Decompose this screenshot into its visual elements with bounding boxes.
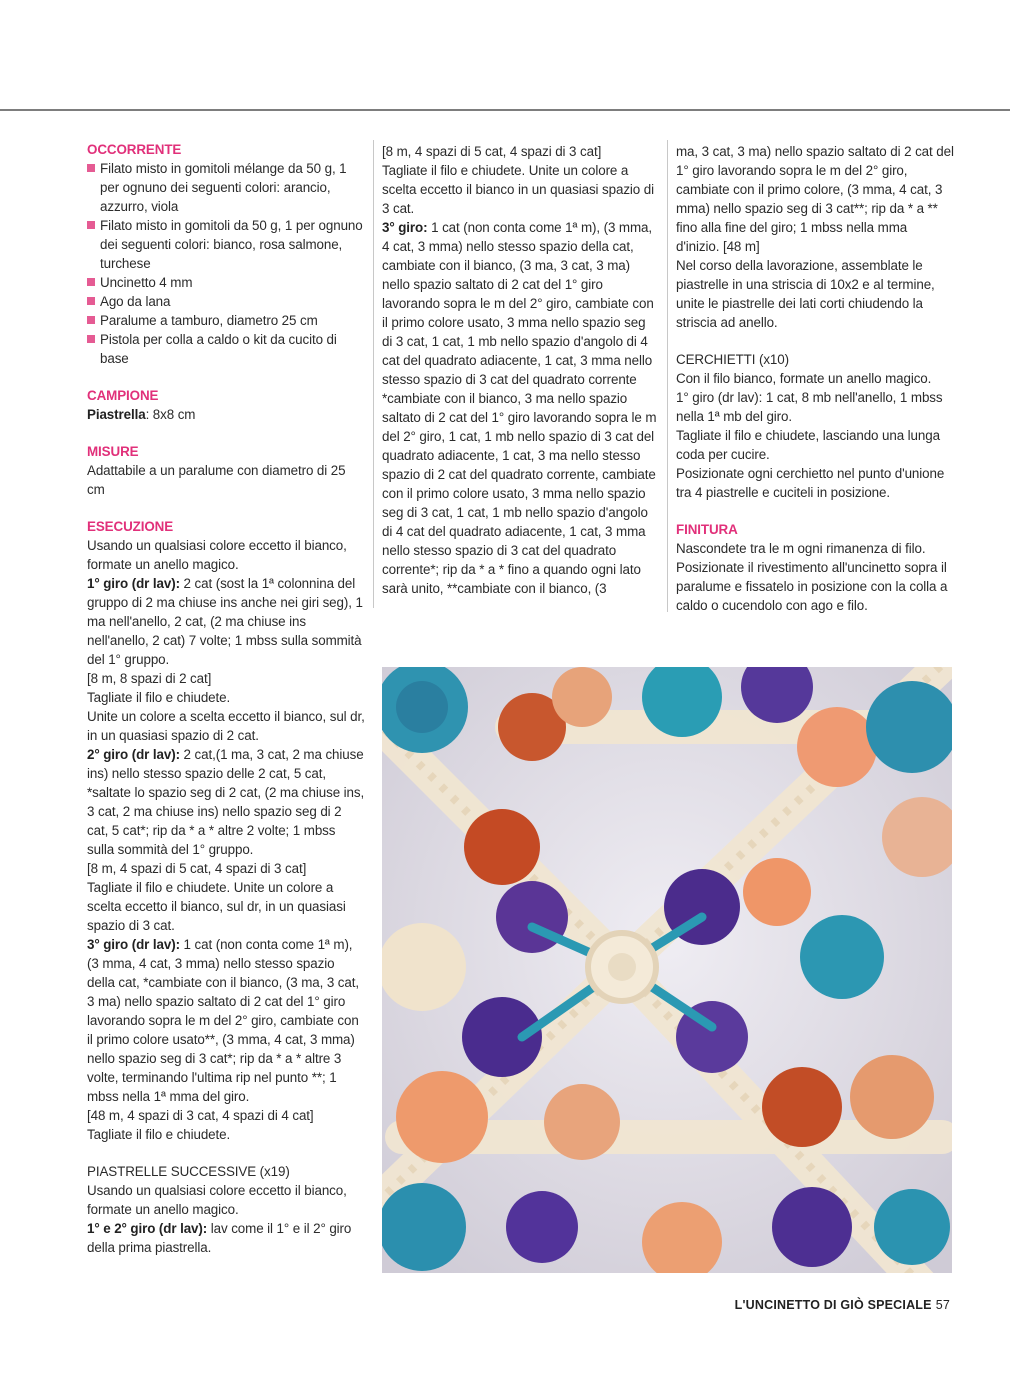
round-1-2 bbox=[87, 1219, 365, 1257]
round-text: 1 cat (non conta come 1ª m), (3 mma, 4 cat, 3 mma) nello stesso spazio della cat, cambiate con il bianco, (3 ma, 3 cat, 3 ma) nello spazio saltato di 2 cat del 1° giro lavorando sopra le m del 2° giro, cambiate con il primo colore usato, 3 mma nello spazio seg di 3 cat, 1 cat, 1 mb nello spazio d'angolo di 4 cat del quadrato adiacente, 1 cat, 3 mma nello stesso spazio di 3 cat del quadrato corrente *cambiate con il bianco, 3 ma nello spazio saltato di 2 cat del 1° giro lavorando sopra le m del 2° giro, 1 cat, 1 mb nello spazio di 3 cat del quadrato adiacente, 1 cat, 3 ma nello stesso spazio di 2 cat del quadrato corrente, cambiate con il primo colore usato, 3 mma nello spazio seg di 3 cat, 1 cat, 1 mb nello spazio d'angolo di 4 cat del quadrato adiacente, 1 cat, 3 mma nello stesso spazio di 3 cat del quadrato corrente*; rip da * a * fino a quando ogni lato sarà unito, **cambiate con il bianco, (3 bbox=[382, 220, 657, 596]
magazine-name: L'UNCINETTO DI GIÒ SPECIALE bbox=[734, 1298, 932, 1312]
instruction-text: Unite un colore a scelta eccetto il bianco, sul dr, in un quasiasi spazio di 2 cat. bbox=[87, 709, 365, 743]
round-label: 2° giro (dr lav): bbox=[87, 747, 180, 762]
round-label: 1° giro (dr lav): bbox=[87, 576, 180, 591]
stitch-count: [48 m, 4 spazi di 3 cat, 4 spazi di 4 cat] bbox=[87, 1108, 314, 1123]
round-3 bbox=[382, 218, 658, 598]
instruction-text: Nel corso della lavorazione, assemblate le piastrelle in una striscia di 10x2 e al termine, unite le piastrelle dei lati corti chiudendo la striscia ad anello. bbox=[676, 258, 935, 330]
page-number: 57 bbox=[935, 1298, 950, 1312]
column-divider-2 bbox=[667, 140, 668, 612]
stitch-count: [8 m, 4 spazi di 5 cat, 4 spazi di 3 cat] bbox=[87, 861, 307, 876]
round-text: 2 cat,(1 ma, 3 cat, 2 ma chiuse ins) nello stesso spazio delle 2 cat, 5 cat, *saltate lo spazio seg di 2 cat, (2 ma chiuse ins, 3 cat, 2 ma chiuse ins) nello spazio seg di 2 cat, 5 cat*; rip da * a * altre 2 volte; 1 mbss sulla sommità del 1° gruppo. bbox=[87, 747, 365, 857]
section-title-finitura: FINITURA bbox=[676, 522, 738, 537]
section-title-misure: MISURE bbox=[87, 444, 139, 459]
section-title-campione: CAMPIONE bbox=[87, 388, 159, 403]
column-2 bbox=[382, 142, 658, 598]
round-text: 2 cat (sost la 1ª colonnina del gruppo di 2 ma chiuse ins anche nei giri seg), 1 ma nell'anello, 2 cat, (2 ma chiuse ins nell'anello, 2 cat) 7 volte; 1 mbss sulla sommità del 1° gruppo. bbox=[87, 576, 363, 667]
material-item: Paralume a tamburo, diametro 25 cm bbox=[87, 311, 365, 330]
material-item: Filato misto in gomitoli mélange da 50 g, 1 per ognuno dei seguenti colori: arancio, azzurro, viola bbox=[87, 159, 365, 216]
column-3 bbox=[676, 142, 954, 615]
subsection-title-cerchietti: CERCHIETTI (x10) bbox=[676, 352, 789, 367]
stitch-count: [8 m, 8 spazi di 2 cat] bbox=[87, 671, 212, 686]
page-footer bbox=[735, 1298, 950, 1312]
round-text: 1 cat (non conta come 1ª m), (3 mma, 4 cat, 3 mma) nello stesso spazio della cat, *cambiate con il bianco, (3 ma, 3 cat, 3 ma) nello spazio saltato di 2 cat del 1° giro lavorando sopra le m del 2° giro, cambiate con il primo colore usato**, (3 mma, 4 cat, 3 mma) nello spazio seg di 3 cat*; rip da * a * altre 3 volte, terminando l'ultima rip nel punto **; 1 mbss nella 1ª mma del giro. bbox=[87, 937, 359, 1104]
round-label: 1° e 2° giro (dr lav): bbox=[87, 1221, 208, 1236]
materials-list bbox=[87, 159, 365, 368]
material-item: Ago da lana bbox=[87, 292, 365, 311]
instruction-text: Tagliate il filo e chiudete. Unite un colore a scelta eccetto il bianco in un quasiasi spazio di 3 cat. bbox=[382, 163, 655, 216]
instruction-text: Posizionate ogni cerchietto nel punto d'unione tra 4 piastrelle e cuciteli in posizione. bbox=[676, 466, 945, 500]
round-label: 3° giro: bbox=[382, 220, 428, 235]
instruction-text: Tagliate il filo e chiudete, lasciando una lunga coda per cucire. bbox=[676, 428, 940, 462]
instruction-text: Tagliate il filo e chiudete. bbox=[87, 690, 231, 705]
section-title-occorrente: OCCORRENTE bbox=[87, 142, 182, 157]
round-3 bbox=[87, 935, 365, 1106]
gauge-label: Piastrella bbox=[87, 407, 146, 422]
stitch-count: [8 m, 4 spazi di 5 cat, 4 spazi di 3 cat] bbox=[382, 144, 602, 159]
crochet-photo bbox=[382, 667, 952, 1273]
size-text: Adattabile a un paralume con diametro di 25 cm bbox=[87, 463, 346, 497]
crochet-illustration bbox=[382, 667, 952, 1273]
instruction-text: Usando un qualsiasi colore eccetto il bianco, formate un anello magico. bbox=[87, 1183, 347, 1217]
instruction-text: Nascondete tra le m ogni rimanenza di filo. Posizionate il rivestimento all'uncinetto sopra il paralume e fissatelo in posizione con la colla a caldo o cucendolo con ago e filo. bbox=[676, 541, 948, 613]
instruction-text: ma, 3 cat, 3 ma) nello spazio saltato di 2 cat del 1° giro lavorando sopra le m del 2° giro, cambiate con il primo colore, (3 mma, 4 cat, 3 mma) nello spazio seg di 3 cat**; rip da * a ** fino alla fine del giro; 1 mbss nella mma d'inizio. [48 m] bbox=[676, 144, 954, 254]
subsection-title-piastrelle: PIASTRELLE SUCCESSIVE (x19) bbox=[87, 1164, 290, 1179]
round-label: 3° giro (dr lav): bbox=[87, 937, 180, 952]
instruction-text: Con il filo bianco, formate un anello magico. bbox=[676, 371, 932, 386]
round-2 bbox=[87, 745, 365, 859]
gauge-value: : 8x8 cm bbox=[145, 407, 196, 422]
round-text: lav come il 1° e il 2° giro della prima piastrella. bbox=[87, 1221, 352, 1255]
material-item: Filato misto in gomitoli da 50 g, 1 per ognuno dei seguenti colori: bianco, rosa salmone, turchese bbox=[87, 216, 365, 273]
round-1 bbox=[87, 574, 365, 669]
column-1 bbox=[87, 140, 365, 1257]
instruction-text: Tagliate il filo e chiudete. Unite un colore a scelta eccetto il bianco, sul dr, in un quasiasi spazio di 3 cat. bbox=[87, 880, 346, 933]
section-title-esecuzione: ESECUZIONE bbox=[87, 519, 174, 534]
instruction-text: Usando un qualsiasi colore eccetto il bianco, formate un anello magico. bbox=[87, 538, 347, 572]
material-item: Uncinetto 4 mm bbox=[87, 273, 365, 292]
column-divider-1 bbox=[373, 140, 374, 608]
gauge-line bbox=[87, 405, 365, 424]
instruction-text: 1° giro (dr lav): 1 cat, 8 mb nell'anello, 1 mbss nella 1ª mb del giro. bbox=[676, 390, 943, 424]
material-item: Pistola per colla a caldo o kit da cucito di base bbox=[87, 330, 365, 368]
instruction-text: Tagliate il filo e chiudete. bbox=[87, 1127, 231, 1142]
header-rule bbox=[0, 109, 1010, 111]
